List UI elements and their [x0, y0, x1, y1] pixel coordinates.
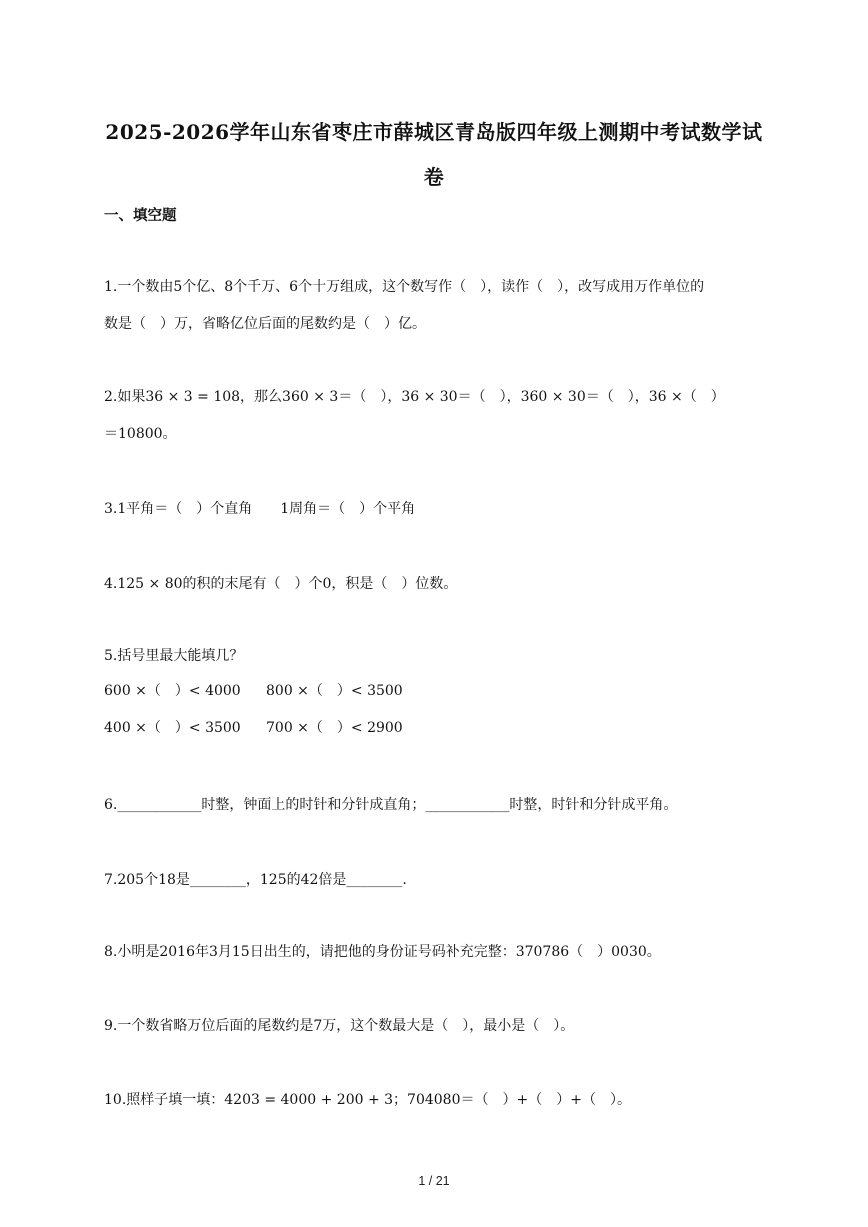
- question-1-line-2: 数是（ ）万，省略亿位后面的尾数约是（ ）亿。: [104, 316, 426, 332]
- question-2-line-2: ＝10800。: [104, 426, 177, 442]
- question-3: 3.1平角＝（ ）个直角 1周角＝（ ）个平角: [104, 501, 416, 517]
- page-number: 1 / 21: [418, 1174, 450, 1188]
- document-title-line-1: 2025-2026学年山东省枣庄市薛城区青岛版四年级上测期中考试数学试: [105, 120, 763, 144]
- question-4: 4.125 × 80的积的末尾有（ ）个0，积是（ ）位数。: [104, 576, 458, 592]
- question-5-inequality-a: 600 ×（ ）< 4000: [104, 683, 241, 699]
- question-1-line-1: 1.一个数由5个亿、8个千万、6个十万组成，这个数写作（ ），读作（ ），改写成用万作单位的: [104, 279, 705, 295]
- question-5-inequality-c: 400 ×（ ）< 3500: [104, 720, 241, 736]
- question-6: 6.____________时整，钟面上的时针和分针成直角；____________时整，时针和分针成平角。: [104, 797, 678, 813]
- question-10: 10.照样子填一填：4203 = 4000 + 200 + 3；704080＝（ ）+（ ）+（ ）。: [104, 1092, 631, 1108]
- section-heading: 一、填空题: [104, 207, 177, 224]
- question-7: 7.205个18是________，125的42倍是________.: [104, 872, 407, 888]
- question-9: 9.一个数省略万位后面的尾数约是7万，这个数最大是（ ），最小是（ ）。: [104, 1018, 575, 1034]
- question-2-line-1: 2.如果36 × 3 = 108，那么360 × 3＝（ ），36 × 30＝（ ），360 × 30＝（ ），36 ×（ ）: [104, 389, 725, 405]
- document-title-line-2: 卷: [423, 165, 445, 189]
- question-5-prompt: 5.括号里最大能填几？: [104, 648, 244, 664]
- question-8: 8.小明是2016年3月15日出生的，请把他的身份证号码补充完整：370786（ ）0030。: [104, 944, 661, 960]
- question-5-inequality-d: 700 ×（ ）< 2900: [266, 720, 403, 736]
- question-5-inequality-b: 800 ×（ ）< 3500: [266, 683, 403, 699]
